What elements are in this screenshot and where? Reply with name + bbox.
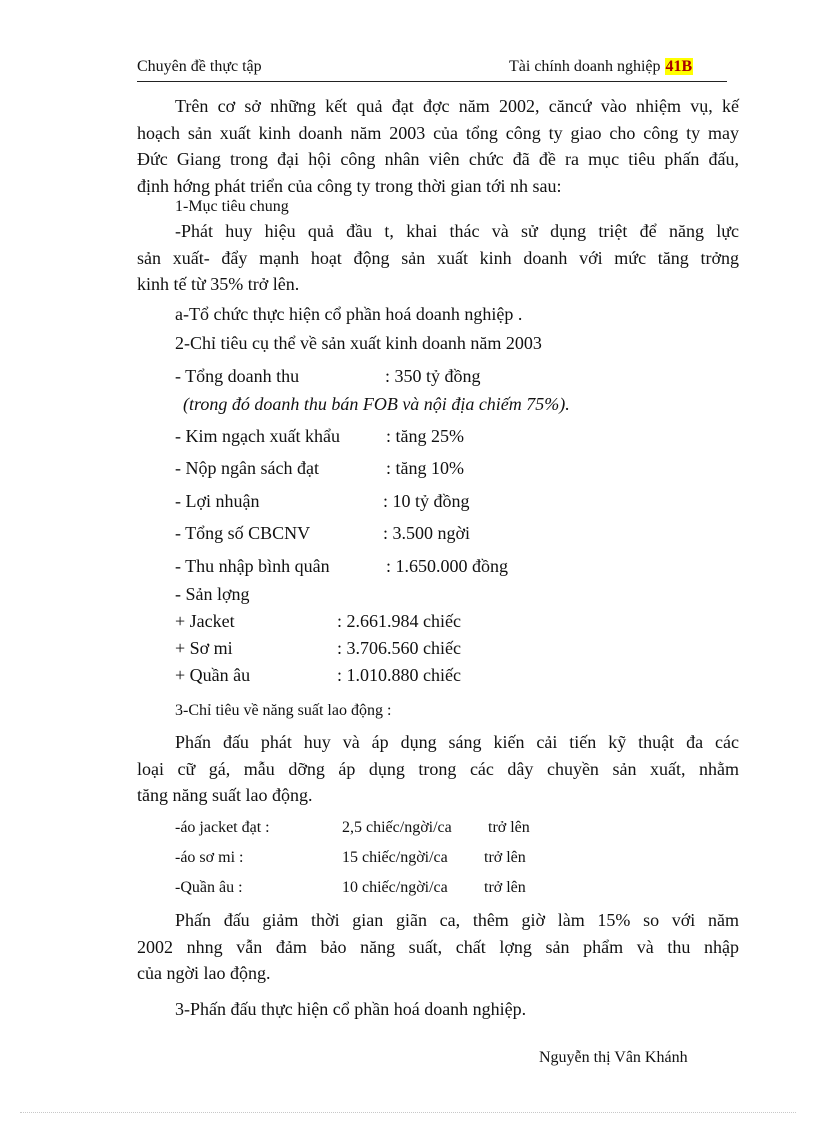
product-value: : 2.661.984 chiếc bbox=[337, 611, 461, 631]
heading-general-goal: 1-Mục tiêu chung bbox=[175, 198, 289, 215]
target-label: - Lợi nhuận bbox=[175, 491, 260, 511]
rate-value: 2,5 chiếc/ngời/ca bbox=[342, 819, 452, 836]
rate-label: -áo jacket đạt : bbox=[175, 819, 270, 836]
productivity-line: loại cữ gá, mẫu dỡng áp dụng trong các dây chuyền sản xuất, nhằm bbox=[137, 758, 739, 779]
rate-value: 10 chiếc/ngời/ca bbox=[342, 879, 448, 896]
target-value: : 1.650.000 đồng bbox=[386, 556, 509, 576]
intro-line: định hớng phát triển của công ty trong thời gian tới nh sau: bbox=[137, 175, 562, 196]
rate-label: -Quần âu : bbox=[175, 879, 243, 896]
product-label: + Sơ mi bbox=[175, 638, 233, 658]
header-right bbox=[509, 58, 693, 76]
goal-line: -Phát huy hiệu quả đầu t, khai thác và sử dụng triệt để năng lực bbox=[175, 221, 739, 241]
header-left: Chuyên đề thực tập bbox=[137, 58, 262, 75]
target-value: : 3.500 ngời bbox=[383, 523, 471, 543]
heading-specific-targets: 2-Chỉ tiêu cụ thể về sản xuất kinh doanh năm 2003 bbox=[175, 333, 542, 353]
target-label: - Tổng số CBCNV bbox=[175, 523, 311, 543]
goal-line: kinh tế từ 35% trở lên. bbox=[137, 274, 300, 294]
heading-productivity: 3-Chỉ tiêu về năng suất lao động : bbox=[175, 702, 392, 719]
header-class-highlight: 41B bbox=[665, 58, 693, 75]
reduce-line: Phấn đấu giảm thời gian giãn ca, thêm giờ làm 15% so với năm bbox=[175, 910, 739, 930]
product-value: : 1.010.880 chiếc bbox=[337, 665, 461, 685]
intro-paragraph bbox=[137, 93, 739, 199]
page-bottom-divider bbox=[20, 1112, 796, 1113]
goal-paragraph bbox=[137, 218, 739, 298]
product-value: : 3.706.560 chiếc bbox=[337, 638, 461, 658]
rate-suffix: trở lên bbox=[484, 879, 526, 896]
target-value: : tăng 10% bbox=[386, 458, 464, 478]
productivity-line: Phấn đấu phát huy và áp dụng sáng kiến cải tiến kỹ thuật đa các bbox=[175, 732, 739, 752]
rate-label: -áo sơ mi : bbox=[175, 849, 244, 866]
target-label: - Nộp ngân sách đạt bbox=[175, 458, 319, 478]
intro-line: Trên cơ sở những kết quả đạt đợc năm 2002, căncứ vào nhiệm vụ, kế bbox=[175, 96, 739, 116]
reduce-line: 2002 nhng vẫn đảm bảo năng suất, chất lợng sản phẩm và thu nhập bbox=[137, 936, 739, 957]
goal-line: sản xuất- đẩy mạnh hoạt động sản xuất kinh doanh với mức tăng trởng bbox=[137, 247, 739, 268]
revenue-note: (trong đó doanh thu bán FOB và nội địa chiếm 75%). bbox=[183, 394, 570, 414]
target-label: - Tổng doanh thu bbox=[175, 366, 300, 386]
goal-a: a-Tổ chức thực hiện cổ phần hoá doanh nghiệp . bbox=[175, 304, 523, 324]
rate-value: 15 chiếc/ngời/ca bbox=[342, 849, 448, 866]
productivity-paragraph bbox=[137, 729, 739, 809]
header-right-text: Tài chính doanh nghiệp bbox=[509, 58, 661, 75]
rate-suffix: trở lên bbox=[484, 849, 526, 866]
rate-suffix: trở lên bbox=[488, 819, 530, 836]
heading-equitization: 3-Phấn đấu thực hiện cổ phần hoá doanh nghiệp. bbox=[175, 999, 527, 1019]
intro-line: hoạch sản xuất kinh doanh năm 2003 của tổng công ty giao cho công ty may bbox=[137, 122, 739, 143]
reduce-line: của ngời lao động. bbox=[137, 963, 271, 983]
reduce-paragraph bbox=[137, 907, 739, 987]
header-rule bbox=[137, 81, 727, 82]
intro-line: Đức Giang trong đại hội công nhân viên chức đã đề ra mục tiêu phấn đấu, bbox=[137, 149, 739, 169]
output-label: - Sản lợng bbox=[175, 584, 250, 604]
target-value: : 10 tỷ đồng bbox=[383, 491, 470, 511]
target-label: - Thu nhập bình quân bbox=[175, 556, 330, 576]
target-value: : tăng 25% bbox=[386, 426, 464, 446]
product-label: + Jacket bbox=[175, 611, 235, 631]
author-name: Nguyễn thị Vân Khánh bbox=[539, 1049, 688, 1066]
target-value: : 350 tỷ đồng bbox=[385, 366, 481, 386]
product-label: + Quần âu bbox=[175, 665, 251, 685]
productivity-line: tăng năng suất lao động. bbox=[137, 785, 313, 805]
target-label: - Kim ngạch xuất khẩu bbox=[175, 426, 340, 446]
